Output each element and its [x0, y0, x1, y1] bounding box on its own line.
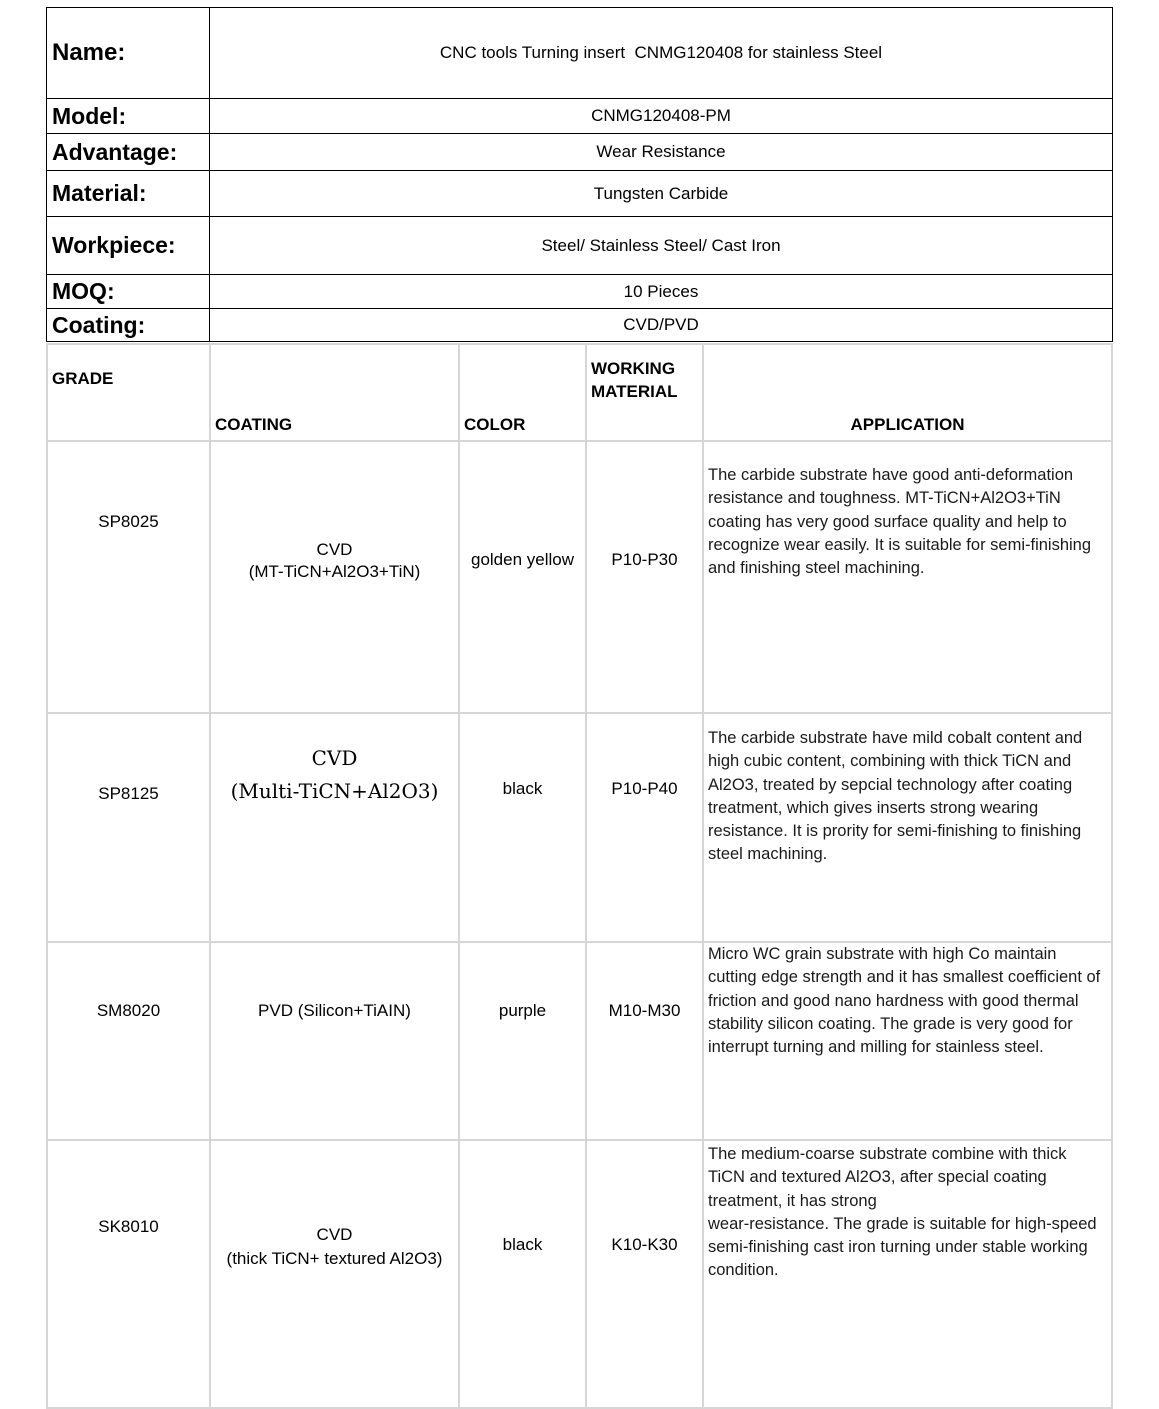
coating-value: CVD/PVD [210, 309, 1113, 342]
table-row [47, 942, 1112, 1140]
name-value: CNC tools Turning insert CNMG120408 for stainless Steel [210, 8, 1113, 99]
table-row [47, 713, 1112, 942]
spec-row-advantage [47, 134, 1113, 171]
moq-label: MOQ: [47, 275, 210, 309]
color-cell: purple [459, 942, 586, 1140]
working-material-cell: M10-M30 [586, 942, 703, 1140]
workpiece-value: Steel/ Stainless Steel/ Cast Iron [210, 217, 1113, 275]
advantage-value: Wear Resistance [210, 134, 1113, 171]
grade-table-header [47, 344, 1112, 441]
moq-value: 10 Pieces [210, 275, 1113, 309]
grade-value: SP8025 [98, 512, 159, 531]
grade-value: SM8020 [96, 1001, 161, 1020]
coating-line1: CVD [316, 540, 353, 559]
grade-cell [47, 942, 210, 1140]
application-cell: Micro WC grain substrate with high Co maintain cutting edge strength and it has smallest coefficient of friction and good nano hardness with good thermal stability silicon coating. The grade is very good for interrupt turning and milling for stainless steel. [703, 942, 1112, 1140]
model-value: CNMG120408-PM [210, 99, 1113, 134]
grade-value: SK8010 [98, 1217, 159, 1236]
color-cell: black [459, 1140, 586, 1408]
material-value: Tungsten Carbide [210, 171, 1113, 217]
working-material-cell: P10-P30 [586, 441, 703, 713]
header-coating: COATING [210, 344, 459, 441]
grade-cell [47, 713, 210, 942]
spec-row-model [47, 99, 1113, 134]
coating-line1: CVD [316, 1225, 353, 1244]
header-application: APPLICATION [703, 344, 1112, 441]
color-cell: golden yellow [459, 441, 586, 713]
advantage-label: Advantage: [47, 134, 210, 171]
table-row [47, 1140, 1112, 1408]
table-row [47, 441, 1112, 713]
spec-table [46, 7, 1113, 342]
coating-label: Coating: [47, 309, 210, 342]
grade-cell [47, 441, 210, 713]
coating-line1: CVD [311, 746, 358, 770]
name-label: Name: [47, 8, 210, 99]
spec-row-moq [47, 275, 1113, 309]
spec-row-coating [47, 309, 1113, 342]
coating-line2: (thick TiCN+ textured Al2O3) [226, 1249, 443, 1268]
working-material-cell: P10-P40 [586, 713, 703, 942]
coating-cell: PVD (Silicon+TiAIN) [210, 942, 459, 1140]
grade-cell [47, 1140, 210, 1408]
header-color: COLOR [459, 344, 586, 441]
application-text-part1: The medium-coarse substrate combine with thick TiCN and textured Al2O3, after special coating treatment, it has strong [708, 1145, 1067, 1210]
header-working-material [586, 344, 703, 441]
header-working-line2: MATERIAL [591, 382, 678, 401]
application-text-part2: wear-resistance. The grade is suitable for high-speed semi-finishing cast iron turning under stable working condition. [708, 1214, 1097, 1280]
spec-row-workpiece [47, 217, 1113, 275]
grade-table [46, 343, 1113, 1409]
coating-cell [210, 441, 459, 713]
grade-value: SP8125 [98, 784, 159, 803]
color-cell: black [459, 713, 586, 942]
spec-row-material [47, 171, 1113, 217]
workpiece-label: Workpiece: [47, 217, 210, 275]
coating-cell [210, 1140, 459, 1408]
coating-line2: (Multi-TiCN+Al2O3) [230, 779, 439, 803]
working-material-cell: K10-K30 [586, 1140, 703, 1408]
spec-row-name [47, 8, 1113, 99]
header-working-line1: WORKING [591, 359, 676, 378]
material-label: Material: [47, 171, 210, 217]
model-label: Model: [47, 99, 210, 134]
application-cell: The carbide substrate have mild cobalt content and high cubic content, combining with thick TiCN and Al2O3, treated by sepcial technology after coating treatment, which gives inserts strong wearing resistance. It is prority for semi-finishing to finishing steel machining. [703, 713, 1112, 942]
coating-cell [210, 713, 459, 942]
application-cell: The carbide substrate have good anti-deformation resistance and toughness. MT-TiCN+Al2O3+TiN coating has very good surface quality and help to recognize wear easily. It is suitable for semi-finishing and finishing steel machining. [703, 441, 1112, 713]
header-grade: GRADE [47, 344, 210, 441]
application-cell [703, 1140, 1112, 1408]
coating-line2: (MT-TiCN+Al2O3+TiN) [248, 562, 421, 581]
